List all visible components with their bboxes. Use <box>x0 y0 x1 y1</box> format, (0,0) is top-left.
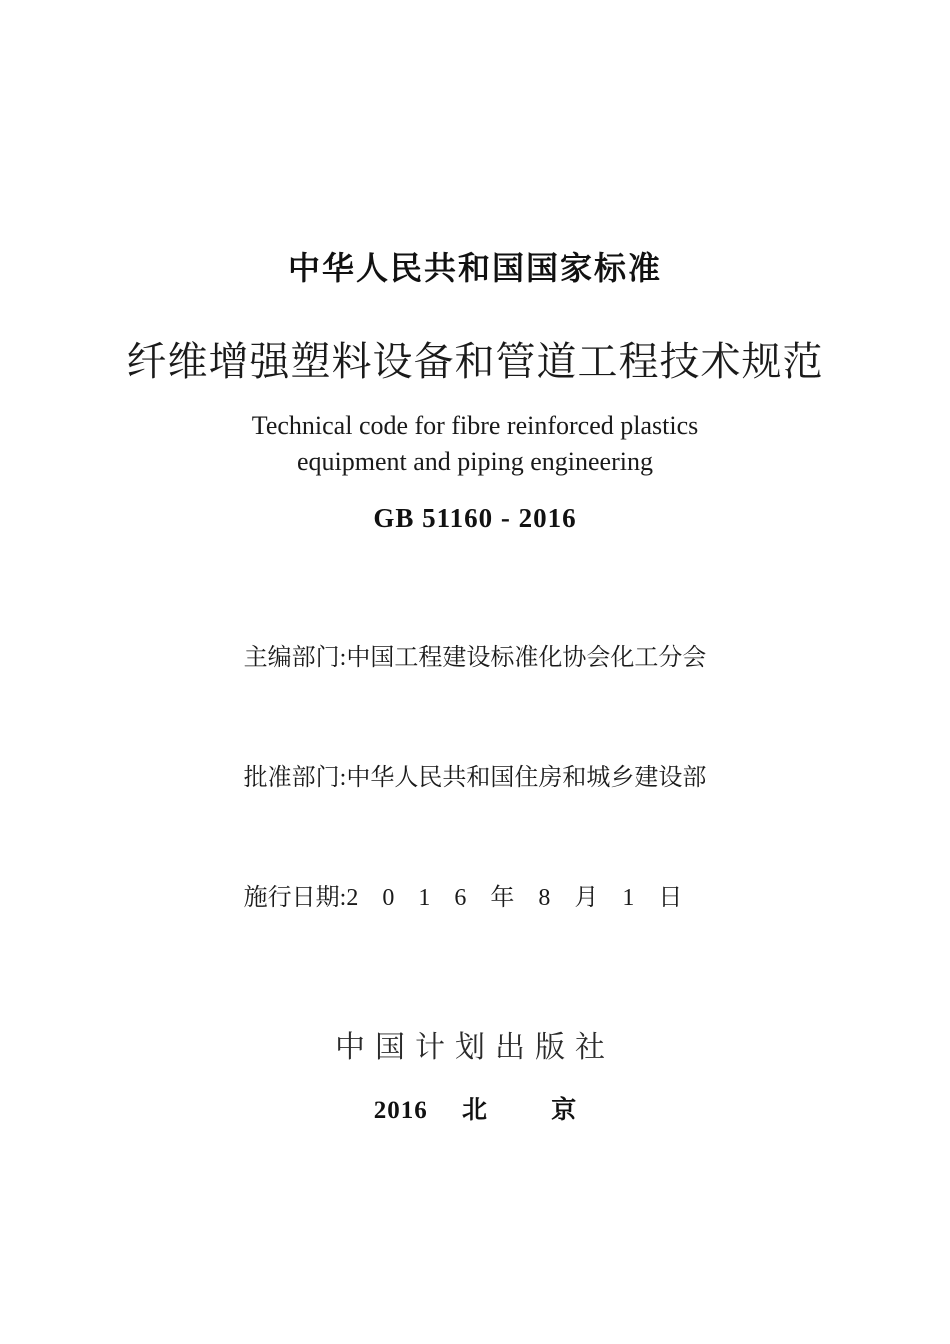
title-english-line1: Technical code for fibre reinforced plastics <box>251 411 699 440</box>
publisher-name: 中国计划出版社 <box>335 1031 615 1064</box>
publication-info <box>0 558 950 998</box>
imprint-city-jing: 京 <box>551 1096 577 1124</box>
chief-department-line: 主编部门:中国工程建设标准化协会化工分会 <box>243 645 707 671</box>
national-standard-heading: 中华人民共和国国家标准 <box>287 250 662 286</box>
standard-title-english <box>0 408 950 480</box>
publication-info-lines <box>244 558 707 998</box>
imprint-year: 2016 <box>373 1097 428 1124</box>
effective-date-line: 施行日期:2 0 1 6 年 8 月 1 日 <box>243 885 683 911</box>
standard-number: GB 51160 - 2016 <box>373 503 577 533</box>
approval-department-line: 批准部门:中华人民共和国住房和城乡建设部 <box>243 765 707 791</box>
title-english-line2: equipment and piping engineering <box>297 447 653 476</box>
imprint-city-bei: 北 <box>461 1096 487 1124</box>
standard-title-chinese: 纤维增强塑料设备和管道工程技术规范 <box>126 339 824 384</box>
imprint-line <box>0 1090 950 1126</box>
